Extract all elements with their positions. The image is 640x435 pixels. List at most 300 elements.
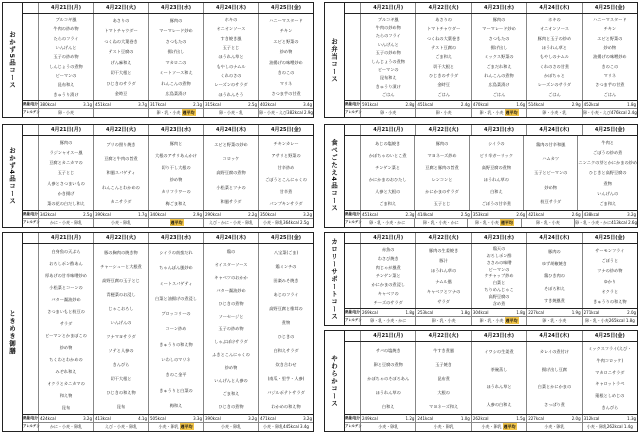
nutrition-row (23, 101, 313, 109)
dish-item: 白菜と (492, 280, 506, 286)
dish-item: レーズンのサラダ (214, 82, 248, 88)
nutrition-cell (94, 211, 149, 218)
kcal-value: 342kcal (40, 212, 56, 217)
nutrition-row (345, 101, 637, 109)
day-header: 4月22日(火) (416, 331, 471, 341)
dish-item: 切り干し大根の (161, 164, 191, 170)
dish-area (345, 244, 637, 309)
kcal-value: 452kcal (583, 102, 600, 107)
day-dishes (149, 14, 204, 100)
dish-item: 和風スパゲティ (106, 170, 136, 176)
dish-item: かぼちゃのそぼろあん (367, 375, 410, 381)
dish-item: 切干大根と (110, 70, 132, 76)
day-dishes (472, 244, 527, 308)
day-header: 4月25日(金) (270, 235, 301, 241)
dish-item: 白和えサラダ (273, 347, 299, 353)
dish-item: 梅ごま和え (165, 200, 187, 206)
dish-item: 鶏の (226, 248, 236, 254)
salt-value: 2.5g (460, 212, 470, 217)
day-header: 4月24日(木) (527, 3, 582, 13)
dish-item: ブルコギ風 (377, 16, 399, 22)
dish-item: バター醤油炒め (51, 296, 81, 302)
dish-item: 玉子焼き (435, 361, 452, 367)
dish-item: かぼちゃと (543, 73, 565, 79)
salt-value: 1.6g (516, 102, 526, 107)
kcal-value: 421kcal (528, 212, 544, 217)
allergen-label: アレルゲン (345, 423, 361, 431)
dish-item: 豆腐と豚肉の旨煮 (425, 164, 459, 170)
dish-item: 鶏天の (492, 245, 506, 251)
allergen-cell (149, 423, 204, 431)
allergen-label: アレルゲン (23, 423, 39, 431)
dish-item: すき焼き風 (220, 35, 242, 41)
dish-item: 白和え (490, 188, 503, 194)
day-header: 4月22日(火) (94, 125, 149, 135)
dish-item: くれのさの (220, 73, 242, 79)
kcal-value: 262kcal (472, 416, 489, 421)
day-header: 4月22日(火) (94, 233, 149, 243)
kcal-value: 241kcal (417, 416, 434, 421)
nutrition-label: 熱量/塩分 (345, 212, 360, 216)
nutrition-row (23, 211, 313, 219)
nutrition-cell (472, 309, 527, 316)
dish-item: ひじきの和え物 (106, 389, 136, 395)
salt-value: 1.3g (627, 416, 637, 421)
dish-item: エビと野菜の (273, 38, 299, 44)
allergen-value: 卵・小麦 (435, 110, 452, 115)
dish-item: おろしポン酢 (486, 252, 512, 258)
dish-item: ごはん (603, 91, 617, 97)
dish-item: マカロニサラダ (595, 369, 625, 375)
day-header: 4月25日(金) (594, 235, 625, 241)
kcal-value: 451kcal (417, 102, 434, 107)
allergen-label: アレルゲン (23, 219, 39, 227)
nutrition-cell (361, 415, 416, 422)
day-header: 4月21日(月) (39, 233, 94, 243)
allergen-value: かに・小麦・卵乳 (50, 424, 82, 429)
dish-item: 牛肉コロッケ) (596, 357, 624, 363)
allergen-value: 卵・小麦 (58, 110, 74, 115)
day-header-row (345, 3, 637, 14)
day-header-row (345, 125, 637, 136)
dish-item: ツナの炒め物 (597, 268, 623, 274)
allergen-value: 小麦・卵乳 (433, 424, 454, 429)
course-block (324, 232, 638, 326)
dish-item: 揚げ出し (490, 45, 508, 51)
day-dishes (39, 14, 94, 100)
dish-area (23, 244, 313, 415)
dish-item: 含め煮 (492, 300, 506, 306)
dish-item: ごぼうの甘辛煮 (481, 200, 512, 206)
allergen-cell (259, 219, 313, 227)
allergen-label: アレルゲン (345, 109, 361, 117)
day-header: 4月22日(火) (94, 3, 149, 13)
dish-item: ひじきと高野豆腐の (588, 170, 627, 176)
day-header: 4月24日(木) (527, 233, 582, 243)
dish-item: 甘辛炒め (277, 164, 295, 170)
allergen-cell (361, 219, 415, 227)
weekly-average-badge: 週平均 (503, 424, 516, 429)
allergen-cell (527, 109, 582, 117)
allergen-cell (416, 423, 471, 431)
dish-item: シイラの南蛮だれ (159, 250, 193, 256)
day-dishes (527, 342, 582, 414)
allergen-value: 卵・乳・小麦 (431, 318, 456, 323)
nutrition-cell (204, 211, 259, 218)
dish-area (345, 136, 637, 211)
weekly-average-value: 413kcal 2.6g (611, 220, 638, 225)
nutrition-row (345, 309, 637, 317)
dish-item: ミートスパゲティ (159, 280, 193, 286)
kcal-value: 451kcal (95, 102, 111, 107)
salt-value: 1.2g (405, 416, 415, 421)
dish-item: いんげんと人参の (214, 378, 248, 384)
dish-item: きんぴら (112, 361, 130, 367)
dish-item: ごま和え (599, 201, 617, 207)
allergen-cell (204, 423, 259, 431)
dish-item: チャーシューと大根煮 (100, 263, 142, 269)
nutrition-cell (149, 415, 204, 422)
salt-value: 2.4g (460, 102, 470, 107)
allergen-value: 卵・乳・小麦・かに (370, 318, 407, 323)
salt-value: 2.5g (248, 102, 257, 107)
salt-value: 1.8g (405, 310, 415, 315)
day-dishes (583, 244, 637, 308)
dish-item: ひじきの煮物 (218, 404, 244, 410)
day-dishes (527, 14, 582, 100)
header-spacer (345, 331, 361, 341)
course-title: ときめき御膳 (3, 233, 23, 431)
allergen-cell (361, 109, 416, 117)
dish-item: 広島菜漬け (488, 82, 510, 88)
day-dishes (149, 244, 204, 414)
kcal-value: 227kcal (528, 310, 544, 315)
header-spacer (345, 125, 361, 135)
dish-item: いわしのマリネ (161, 356, 191, 362)
dish-item: あじのフライ (273, 291, 299, 297)
dish-item: ホキの (548, 17, 561, 23)
dish-item: ミックスフライ(えび・ (588, 346, 632, 352)
dish-item: 和風サラダ (220, 199, 242, 205)
dish-item: エビと野菜の炒め (214, 141, 248, 147)
dish-item: 玉子とじ (222, 45, 240, 51)
kcal-value: 471kcal (260, 416, 276, 421)
allergen-label: アレルゲン (23, 109, 39, 117)
dish-item: きゅうり漬け (53, 91, 79, 97)
dish-item: 切干大根と (110, 375, 132, 381)
weekly-average-value: 476kcal 2.4g (610, 110, 637, 115)
dish-item: 玉子の炒め物 (218, 326, 244, 332)
dish-item: 梅和え (169, 402, 183, 408)
dish-item: ピーマンの (377, 67, 399, 73)
dish-item: 油揚げの味噌炒め (593, 54, 627, 60)
dish-item: あさりの (435, 17, 452, 23)
dish-item: ひじきのサラダ (106, 80, 136, 86)
dish-item: 炒め物 (279, 49, 293, 55)
dish-label-spacer (345, 136, 361, 210)
day-dishes (361, 342, 416, 414)
dish-item: いんげんと (377, 41, 399, 47)
salt-value: 1.7g (138, 212, 147, 217)
allergen-cell (472, 109, 527, 117)
dish-item: 白菜とかにかまの (537, 384, 572, 390)
dish-item: 昆布和え (379, 75, 397, 81)
dish-item: いんげんと (55, 45, 77, 51)
dish-item: わさび焼き (377, 255, 399, 261)
menu-grid (345, 3, 637, 117)
dish-item: 玉子とピーマンの (534, 170, 568, 176)
course-block (324, 2, 638, 118)
weekly-average-value: 265kcal 1.8g (608, 318, 635, 323)
day-header: 4月23日(水) (149, 233, 204, 243)
day-dishes (149, 136, 204, 210)
dish-item: 揚げ出し (167, 49, 185, 55)
nutrition-row (23, 415, 313, 423)
dish-item: オニオンソース (539, 26, 569, 32)
dish-label-spacer (23, 14, 39, 100)
dish-item: 牛肉と (601, 139, 614, 145)
dish-item: ブルコギ風 (55, 17, 77, 23)
allergen-cell (204, 219, 259, 227)
allergen-cell (149, 109, 204, 117)
dish-item: あじの塩焼き (375, 140, 401, 146)
dish-item: 玉子とじ (57, 170, 75, 176)
dish-item: きゅうり漬け (375, 83, 401, 89)
allergen-label: アレルゲン (345, 317, 361, 325)
day-header: 4月24日(木) (204, 3, 259, 13)
salt-value: 2.1g (193, 102, 202, 107)
dish-item: ピーマンとかまぼこの (45, 332, 87, 338)
dish-item: しゃぶぽけサラダ (214, 339, 248, 345)
dish-item: いんげんの (110, 319, 132, 325)
allergen-value: 小麦・卵乳 (263, 424, 284, 429)
allergen-cell (472, 317, 527, 325)
dish-item: 肉じゃが風煮 (375, 264, 401, 270)
dish-item: 昆布煮 (437, 375, 450, 381)
allergen-row (23, 423, 313, 431)
day-dishes (259, 136, 313, 210)
day-dishes (259, 244, 313, 414)
salt-value: 2.9g (571, 102, 581, 107)
salt-value: 1.9g (571, 310, 581, 315)
allergen-value: 小麦・卵乳 (263, 220, 284, 225)
allergen-value: 卵・乳・小麦 (156, 110, 181, 115)
dish-item: 牛肉の炒め物 (375, 25, 401, 31)
menu-grid (345, 331, 637, 431)
dish-item: きゅうりと白菜の (159, 387, 193, 393)
dish-item: ちゃんぽん風炒め (159, 265, 193, 271)
day-header-row (23, 125, 313, 136)
allergen-value: 卵・乳・小麦 (474, 220, 499, 225)
allergen-value: 卵・小麦・えび (259, 110, 288, 115)
dish-item: れんこんの煮物 (161, 80, 191, 86)
dish-item: ハニーマスタード (593, 17, 627, 23)
day-header: 4月21日(月) (361, 331, 416, 341)
dish-item: マーマレード炒め (159, 28, 193, 34)
salt-value: 2.2g (248, 212, 257, 217)
dish-item: ツナマヨサラダ (106, 333, 136, 339)
nutrition-cell (39, 211, 94, 218)
dish-item: 高野豆腐の玉子とじ (102, 277, 140, 283)
weekly-average-value: 445kcal 3.4g (283, 424, 309, 429)
header-spacer (345, 3, 361, 13)
dish-item: ごはん (381, 92, 395, 98)
dish-label-spacer (345, 14, 361, 100)
nutrition-cell (149, 101, 204, 108)
dish-item: 白和え (381, 403, 395, 409)
allergen-cell (149, 219, 204, 227)
dish-item: ソテと人参の (108, 347, 134, 353)
allergen-cell (472, 423, 527, 431)
dish-item: 高野豆腐の (488, 294, 510, 300)
dish-item: カレイの煮付け (539, 349, 569, 355)
day-header: 4月23日(水) (149, 125, 204, 135)
dish-item: ソーセージと (218, 313, 244, 319)
allergen-cell (527, 423, 582, 431)
kcal-value: 304kcal (472, 310, 489, 315)
dish-item: 高野豆腐と椎茸の (269, 305, 303, 311)
dish-item: チキンカレー (273, 140, 299, 146)
dish-item: 切干大根と (433, 63, 455, 69)
nutrition-cell (149, 211, 204, 218)
day-dishes (583, 14, 637, 100)
salt-value: 3.2g (303, 416, 312, 421)
dish-item: おろしポン酢あん (49, 260, 83, 266)
dish-item: 昆布和え (57, 82, 75, 88)
dish-area (345, 342, 637, 415)
day-header: 4月21日(月) (39, 3, 94, 13)
dish-item: 茶碗蒸し (490, 366, 508, 372)
kcal-value: 271kcal (583, 310, 600, 315)
dish-item: 金時豆 (437, 82, 450, 88)
nutrition-cell (472, 211, 527, 218)
dish-item: オニオンソース (216, 26, 246, 32)
menu-grid (345, 233, 637, 325)
dish-item: 昆布 (61, 404, 71, 410)
dish-item: シイラの (488, 140, 505, 146)
day-header: 4月23日(水) (472, 233, 527, 243)
dish-item: 炒め物 (59, 344, 73, 350)
dish-item: サラダ (437, 299, 450, 305)
day-dishes (94, 14, 149, 100)
allergen-cell (583, 109, 637, 117)
dish-item: 田楽みそ焼き (273, 277, 299, 283)
dish-item: ごはん (492, 91, 506, 97)
day-header-row (23, 3, 313, 14)
kcal-value: 505kcal (150, 416, 166, 421)
kcal-value: 380kcal (40, 102, 56, 107)
allergen-value: 小麦・卵乳 (544, 424, 565, 429)
kcal-value: 350kcal (260, 212, 276, 217)
dish-item: マーマレード炒め (482, 26, 516, 32)
nutrition-cell (259, 101, 313, 108)
dish-item: 豚の胸肉の焼き物 (104, 249, 138, 255)
header-spacer (23, 125, 39, 135)
dish-item: 金時豆 (114, 91, 128, 97)
dish-item: 厚あげの甘辛味噌炒め (45, 272, 87, 278)
salt-value: 2.8g (405, 102, 415, 107)
dish-item: 揚げ出し豆腐 (541, 366, 567, 372)
dish-item: ブリの照り焼き (106, 141, 136, 147)
dish-item: 人参と大根の (375, 188, 401, 194)
nutrition-cell (204, 101, 259, 108)
dish-item: げん麻和え (110, 59, 132, 65)
dish-item: マヨネーズ和え (429, 403, 459, 409)
dish-item: 和え物 (59, 392, 73, 398)
course-title: やわらかコース (325, 331, 345, 431)
dish-item: 小松菜とツナの (216, 184, 246, 190)
dish-item: きのこの (277, 70, 295, 76)
dish-label-spacer (23, 136, 39, 210)
nutrition-cell (583, 211, 637, 218)
allergen-row (23, 219, 313, 227)
salt-value: 3.7g (138, 102, 147, 107)
allergen-row (23, 109, 313, 117)
dish-item: ブロッコリーの (161, 311, 191, 317)
salt-value: 1.8g (627, 102, 637, 107)
day-dishes (259, 14, 313, 100)
kcal-value: 390kcal (95, 212, 111, 217)
allergen-value: かに・小麦・卵乳 (50, 220, 82, 225)
dish-item: 玉子の炒め物 (375, 50, 401, 56)
dish-item: レンコンと (431, 176, 453, 182)
course-title: おかず4品コース (3, 125, 23, 227)
nutrition-label: 熱量/塩分 (345, 102, 360, 106)
allergen-cell (259, 423, 313, 431)
dish-item: 甘辛煮 (279, 188, 293, 194)
allergen-cell (94, 423, 149, 431)
nutrition-cell (259, 211, 313, 218)
dish-item: ごはん (437, 91, 450, 97)
nutrition-row (345, 415, 637, 423)
dish-item: イワシの生姜煮 (484, 349, 514, 355)
dish-item: 鶏ひき肉の (543, 273, 565, 279)
dish-item: 鶏ミンチの (275, 263, 297, 269)
allergen-cell (575, 219, 637, 227)
allergen-value: 卵・乳・小麦 (535, 220, 560, 225)
dish-item: ふきとこんにゃくの (212, 352, 250, 358)
allergen-cell (259, 109, 313, 117)
day-header: 4月22日(火) (416, 3, 471, 13)
salt-value: 3.2g (627, 212, 637, 217)
dish-item: かにかまのサラダ (425, 188, 459, 194)
dish-item: しんじょうの煮物 (49, 63, 83, 69)
day-dishes (472, 342, 527, 414)
dish-item: ひじきのサラダ (428, 73, 459, 79)
day-header-row (23, 233, 313, 244)
dish-item: ごぼうの炒め煮 (593, 149, 623, 155)
dish-item: 豚肉の (492, 17, 506, 23)
salt-value: 1.0g (460, 416, 470, 421)
dish-item: 菜の花の白だし和え (47, 201, 85, 207)
day-header-row (345, 331, 637, 342)
dish-item: 炒め物 (603, 45, 617, 51)
dish-item: 大根の (437, 389, 450, 395)
dish-item: 玉子の炒め物 (53, 54, 79, 60)
day-dishes (472, 14, 527, 100)
header-spacer (23, 3, 39, 13)
dish-item: みぞれ和え (55, 368, 77, 374)
kcal-value: 340kcal (150, 212, 166, 217)
dish-item: ミックス野菜の (484, 54, 514, 60)
salt-value: 1.8g (460, 310, 470, 315)
kcal-value: 390kcal (205, 416, 221, 421)
dish-label-spacer (345, 342, 361, 414)
dish-item: 青梗菜のお浸し (106, 291, 136, 297)
dish-item: ニンニクの芽とかにかまの炒め (578, 160, 638, 166)
course-block (2, 124, 314, 228)
course-title: おかず5品コース (3, 3, 23, 117)
